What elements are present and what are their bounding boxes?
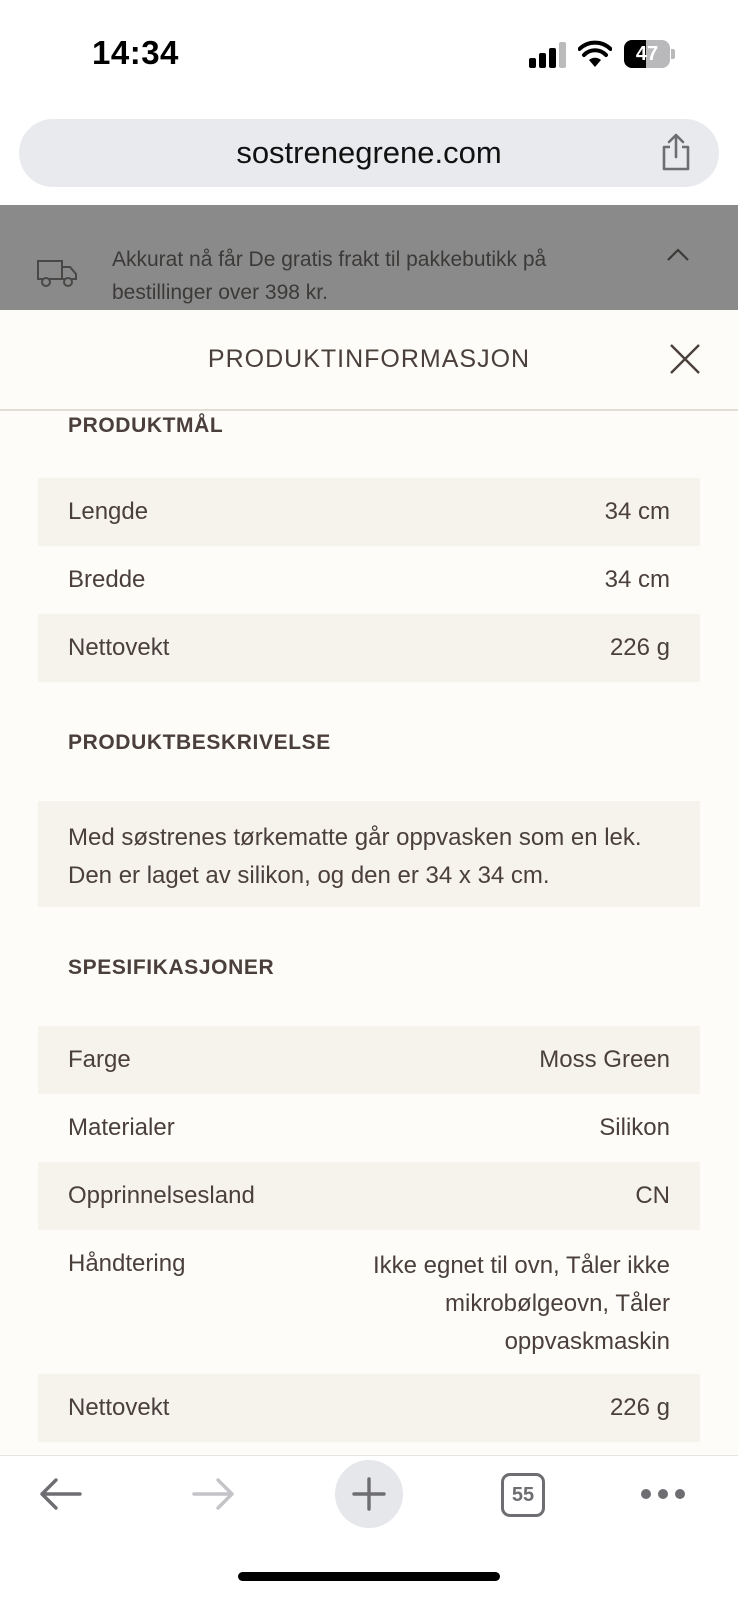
more-options-icon[interactable] [640, 1488, 686, 1500]
url-text: sostrenegrene.com [236, 135, 502, 170]
plus-icon [352, 1477, 386, 1511]
row-value: Ikke egnet til ovn, Tåler ikke mikrobølgeovn, Tåler oppvaskmaskin [372, 1252, 670, 1355]
row-value: Moss Green [539, 1046, 670, 1073]
status-time: 14:34 [92, 34, 179, 71]
row-label: Farge [68, 1046, 131, 1073]
row-label: Materialer [68, 1114, 175, 1141]
row-label: Nettovekt [68, 1394, 170, 1421]
dimensions-heading: PRODUKTMÅL [68, 414, 224, 437]
table-row [38, 1094, 700, 1162]
modal-header [0, 310, 738, 411]
table-row [38, 1374, 700, 1442]
battery-icon [624, 40, 674, 68]
forward-arrow-icon[interactable] [192, 1476, 236, 1512]
tabs-button[interactable] [501, 1473, 545, 1517]
row-value: 34 cm [604, 566, 670, 593]
row-label: Håndtering [68, 1250, 186, 1277]
row-value: 226 g [609, 1394, 670, 1421]
back-arrow-icon[interactable] [38, 1476, 82, 1512]
home-indicator [238, 1572, 500, 1581]
delivery-truck-icon [36, 255, 78, 289]
table-row [38, 1230, 700, 1374]
table-row [38, 1026, 700, 1094]
table-row [38, 1162, 700, 1230]
row-label: Bredde [68, 566, 146, 593]
cellular-signal-icon [529, 42, 565, 68]
share-icon[interactable] [659, 133, 693, 171]
status-bar [0, 0, 738, 108]
product-description: Med søstrenes tørkematte går oppvasken som en lek. Den er laget av silikon, og den er 34 x 34 cm. [38, 801, 700, 907]
wifi-icon [578, 40, 612, 68]
description-heading: PRODUKTBESKRIVELSE [68, 731, 331, 754]
tab-count: 55 [511, 1484, 535, 1506]
row-value: Silikon [599, 1114, 670, 1141]
row-label: Nettovekt [68, 634, 170, 661]
row-value: 34 cm [604, 498, 670, 525]
address-bar[interactable] [19, 119, 719, 187]
row-label: Opprinnelsesland [68, 1182, 255, 1209]
new-tab-button[interactable] [335, 1460, 403, 1528]
table-row [38, 546, 700, 614]
specifications-heading: SPESIFIKASJONER [68, 956, 275, 979]
chevron-up-icon[interactable] [666, 248, 690, 262]
modal-title: PRODUKTINFORMASJON [207, 345, 531, 373]
product-info-modal [0, 310, 738, 1455]
shipping-banner [0, 205, 738, 310]
shipping-banner-text: Akkurat nå får De gratis frakt til pakkebutikk på bestillinger over 398 kr. [112, 248, 547, 304]
close-icon[interactable] [669, 343, 701, 375]
row-value: 226 g [609, 634, 670, 661]
battery-level: 47 [635, 43, 659, 65]
row-label: Lengde [68, 498, 149, 525]
table-row [38, 478, 700, 546]
table-row [38, 614, 700, 682]
row-value: CN [635, 1182, 670, 1209]
